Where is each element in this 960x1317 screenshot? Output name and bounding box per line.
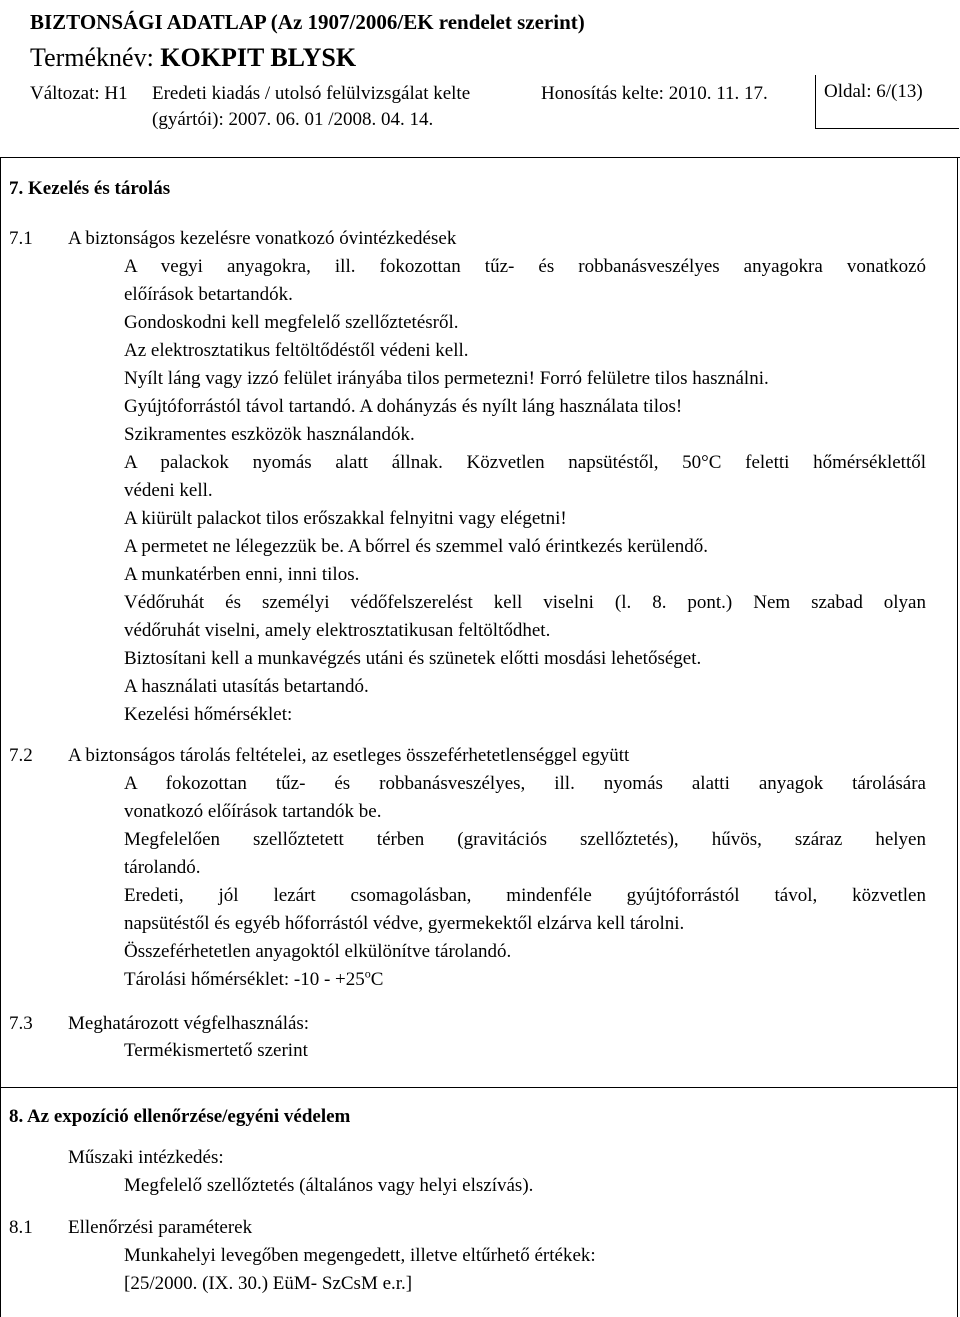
s73-line: Termékismertető szerint [124,1040,308,1061]
s71-line: Biztosítani kell a munkavégzés utáni és szünetek előtti mosdási lehetőséget. [124,648,702,669]
page-number: Oldal: 6/(13) [824,81,923,102]
version-field: Változat: H1 [30,83,128,104]
s71-line: Nyílt láng vagy izzó felület irányába tilos permetezni! Forró felületre tilos használni. [124,368,769,389]
page-number-box [815,75,959,129]
technical-measures-line: Megfelelő szellőztetés (általános vagy helyi elszívás). [124,1175,534,1196]
s81-line: Munkahelyi levegőben megengedett, illetve eltűrhető értékek: [124,1245,596,1266]
s71-line: előírások betartandók. [124,284,293,305]
original-issue-line-1: Eredeti kiadás / utolsó felülvizsgálat kelte [152,83,471,104]
s72-line: vonatkozó előírások tartandók be. [124,801,382,822]
technical-measures-label: Műszaki intézkedés: [68,1147,224,1168]
product-name: KOKPIT BLYSK [160,43,357,72]
s72-line: Összeférhetetlen anyagoktól elkülönítve tárolandó. [124,941,512,962]
s71-line: A vegyi anyagokra, ill. fokozottan tűz- és robbanásveszélyes anyagokra vonatkozó [124,256,926,277]
s72-line: Eredeti, jól lezárt csomagolásban, mindenféle gyújtóforrástól távol, közvetlen [124,885,926,906]
s71-line: védeni kell. [124,480,213,501]
section-divider [0,1087,958,1088]
product-line [30,43,356,73]
document-title: BIZTONSÁGI ADATLAP (Az 1907/2006/EK rendelet szerint) [30,10,585,34]
s72-line: napsütéstől és egyéb hőforrástól védve, gyermekektől elzárva kell tárolni. [124,913,685,934]
s72-line: A fokozottan tűz- és robbanásveszélyes, ill. nyomás alatti anyagok tárolására [124,773,926,794]
degree-mark: o [364,966,371,981]
section-7-3-number: 7.3 [9,1013,33,1034]
s71-line: A használati utasítás betartandó. [124,676,369,697]
s71-line: Kezelési hőmérséklet: [124,704,293,725]
s71-line: A kiürült palackot tilos erőszakkal felnyitni vagy elégetni! [124,508,567,529]
s71-line: Szikramentes eszközök használandók. [124,424,415,445]
section-7-1-number: 7.1 [9,228,33,249]
right-frame-line [957,157,958,1317]
storage-temperature-prefix: Tárolási hőmérséklet: -10 - +25 [124,969,365,990]
s81-line: [25/2000. (IX. 30.) EüM- SzCsM e.r.] [124,1273,413,1294]
original-issue-line-2: (gyártói): 2007. 06. 01 /2008. 04. 14. [152,109,434,130]
s72-line: tárolandó. [124,857,201,878]
section-7-heading: 7. Kezelés és tárolás [9,178,171,199]
section-7-3-title: Meghatározott végfelhasználás: [68,1013,310,1034]
section-7-2-number: 7.2 [9,745,33,766]
section-8-1-title: Ellenőrzési paraméterek [68,1217,253,1238]
s71-line: A munkatérben enni, inni tilos. [124,564,360,585]
s71-line: Az elektrosztatikus feltöltődéstől védeni kell. [124,340,469,361]
s71-line: A permetet ne lélegezzük be. A bőrrel és szemmel való érintkezés kerülendő. [124,536,709,557]
s71-line: Gyújtóforrástól távol tartandó. A dohányzás és nyílt láng használata tilos! [124,396,683,417]
section-7-2-title: A biztonságos tárolás feltételei, az esetleges összeférhetetlenséggel együtt [68,745,630,766]
section-7-1-title: A biztonságos kezelésre vonatkozó óvintézkedések [68,228,457,249]
product-label: Terméknév: [30,43,154,72]
s71-line: védőruhát viselni, amely elektrosztatikusan feltöltődhet. [124,620,551,641]
s71-line: Védőruhát és személyi védőfelszerelést kell viselni (l. 8. pont.) Nem szabad olyan [124,592,926,613]
s71-line: A palackok nyomás alatt állnak. Közvetlen napsütéstől, 50°C feletti hőmérséklettől [124,452,926,473]
adaptation-date-field: Honosítás kelte: 2010. 11. 17. [541,83,768,104]
section-8-1-number: 8.1 [9,1217,33,1238]
left-frame-line [0,157,1,1317]
s71-line: Gondoskodni kell megfelelő szellőztetésről. [124,312,459,333]
original-issue-field [152,81,470,133]
storage-temperature-suffix: C [370,969,384,990]
s72-line: Megfelelően szellőztetett térben (gravitációs szellőztetés), hűvös, száraz helyen [124,829,926,850]
storage-temperature-line [124,966,384,991]
section-8-heading: 8. Az expozíció ellenőrzése/egyéni védelem [9,1106,351,1127]
header-divider [0,157,960,158]
